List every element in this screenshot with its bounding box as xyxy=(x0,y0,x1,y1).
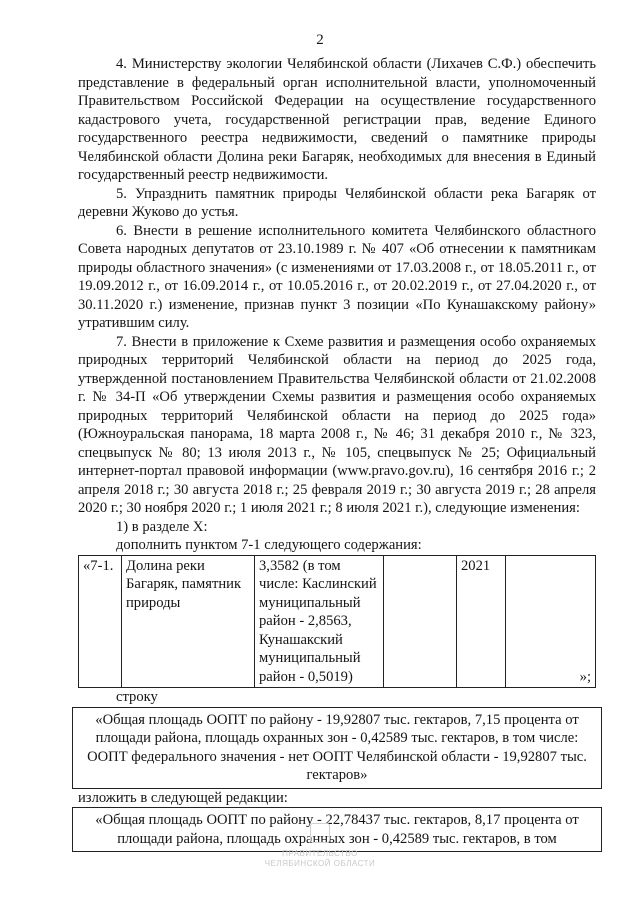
table-row xyxy=(79,555,596,688)
paragraph-4: 4. Министерству экологии Челябинской области (Лихачев С.Ф.) обеспечить представление в федеральный орган исполнительной власти, уполномоченный Правительством Российской Федерации на осуществление государственного кадастрового учета, государственной регистрации прав, ведение Единого государственного реестра недвижимости, сведений о памятнике природы Челябинской области Долина реки Багаряк, необходимых для внесения в Единый государственный реестр недвижимости. xyxy=(78,56,596,183)
emblem-icon xyxy=(310,823,330,843)
watermark-line-1: ПРАВИТЕЛЬСТВО xyxy=(282,849,358,858)
table-cell-number: «7-1. xyxy=(79,555,122,688)
subitem-1: 1) в разделе X: xyxy=(116,518,208,535)
new-edit-instruction: изложить в следующей редакции: xyxy=(78,789,288,806)
new-row-frame: «Общая площадь ООПТ по району - 22,78437 тыс. гектаров, 8,17 процента от площади района, площадь охранных зон - 0,42589 тыс. гектаров, в том xyxy=(72,807,602,852)
paragraph-6: 6. Внести в решение исполнительного комитета Челябинского областного Совета народных депутатов от 23.10.1989 г. № 407 «Об отнесении к памятникам природы областного значения» (с изменениями от 17.03.2008 г., от 18.05.2011 г., от 19.09.2012 г., от 16.09.2014 г., от 10.05.2016 г., от 20.02.2019 г., от 27.04.2020 г., от 30.11.2020 г.) изменение, признав пункт 3 позиции «По Кунашакскому району» утратившим силу. xyxy=(78,222,596,331)
government-watermark xyxy=(255,823,385,869)
add-row-instruction: дополнить пунктом 7-1 следующего содержания: xyxy=(116,537,422,553)
paragraph-7: 7. Внести в приложение к Схеме развития и размещения особо охраняемых природных территорий Челябинской области на период до 2025 года, утвержденной постановлением Правительства Челябинской области от 21.02.2008 г. № 34-П «Об утверждении Схемы развития и размещения особо охраняемых природных территорий Челябинской области на период до 2025 года» (Южноуральская панорама, 18 марта 2008 г., № 46; 31 декабря 2010 г., № 323, спецвыпуск № 80; 13 июля 2013 г., № 105, спецвыпуск № 25; Официальный интернет-портал правовой информации (www.pravo.gov.ru), 16 сентября 2016 г.; 2 апреля 2018 г.; 30 августа 2018 г.; 25 февраля 2019 г.; 30 августа 2019 г.; 28 апреля 2020 г.; 30 ноября 2020 г.; 1 июля 2021 г.; 8 июля 2021 г.), следующие изменения: xyxy=(78,333,596,516)
table-cell-empty xyxy=(384,555,457,688)
watermark-line-2: ЧЕЛЯБИНСКОЙ ОБЛАСТИ xyxy=(264,859,376,868)
row-word: строку xyxy=(116,689,158,705)
table-cell-name: Долина реки Багаряк, памятник природы xyxy=(122,555,255,688)
table-cell-end: »; xyxy=(506,555,596,688)
amendment-table xyxy=(78,555,596,689)
paragraph-5: 5. Упразднить памятник природы Челябинской области река Багаряк от деревни Жуково до устья. xyxy=(78,185,596,220)
page-number: 2 xyxy=(316,32,324,48)
table-cell-area: 3,3582 (в том числе: Каслинский муниципальный район - 2,8563, Кунашакский муниципальный район - 0,5019) xyxy=(255,555,384,688)
document-body xyxy=(78,55,596,852)
table-cell-year: 2021 xyxy=(457,555,506,688)
old-row-frame: «Общая площадь ООПТ по району - 19,92807 тыс. гектаров, 7,15 процента от площади района, площадь охранных зон - 0,42589 тыс. гектаров, в том числе: ООПТ федерального значения - нет ООПТ Челябинской области - 19,92807 тыс. гектаров» xyxy=(72,707,602,789)
